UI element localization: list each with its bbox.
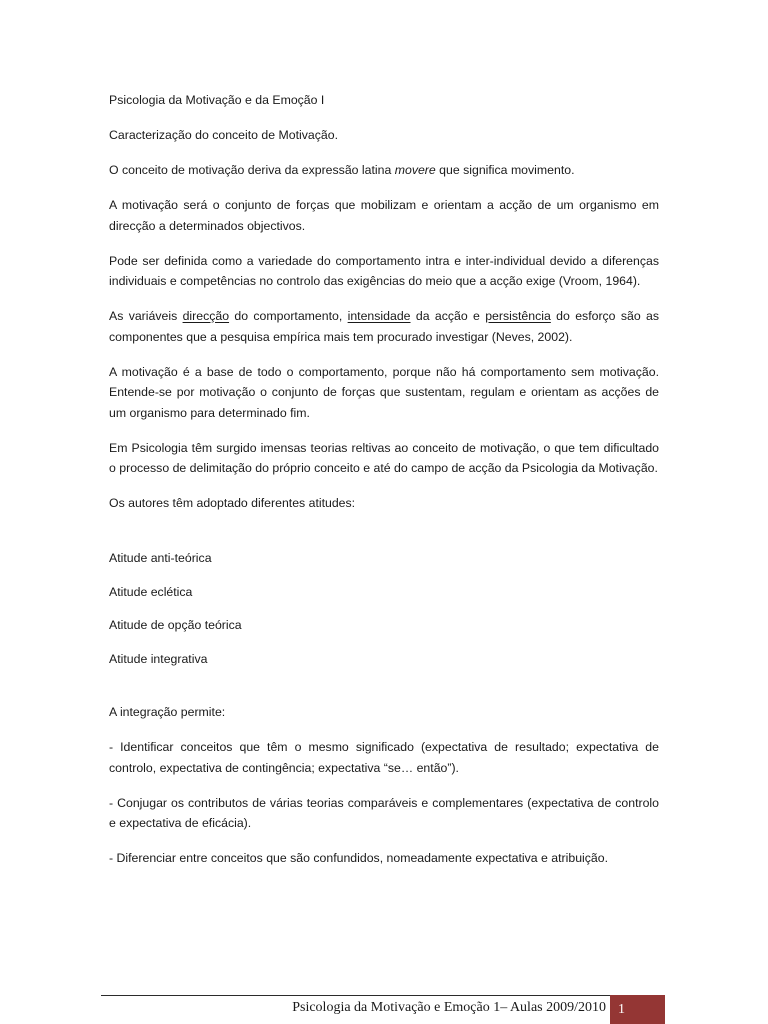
paragraph-vroom: Pode ser definida como a variedade do comportamento intra e inter-individual devido a diferenças individuais e competências no controlo das exigências do meio que a acção exige (Vroom, 1964). bbox=[109, 253, 659, 288]
footer-rule bbox=[101, 995, 665, 996]
integration-item: - Diferenciar entre conceitos que são confundidos, nomeadamente expectativa e atribuição. bbox=[109, 851, 609, 865]
document-body bbox=[109, 90, 659, 883]
page-number: 1 bbox=[610, 995, 665, 1024]
variable-persistencia: persistência bbox=[485, 309, 551, 323]
paragraph-origin-text-1: O conceito de motivação deriva da expressão latina bbox=[109, 163, 395, 177]
paragraph-variables bbox=[109, 306, 659, 347]
paragraph-attitudes-intro: Os autores têm adoptado diferentes atitudes: bbox=[109, 496, 356, 510]
document-title: Psicologia da Motivação e da Emoção I bbox=[109, 93, 325, 107]
attitude-item: Atitude de opção teórica bbox=[109, 618, 242, 632]
variables-text-3: da acção e bbox=[410, 309, 486, 323]
attitude-item: Atitude eclética bbox=[109, 584, 193, 599]
spacer bbox=[109, 528, 659, 548]
integration-heading: A integração permite: bbox=[109, 705, 226, 719]
integration-item: - Identificar conceitos que têm o mesmo significado (expectativa de resultado; expectativa de controlo, expectativa de contingência; expectativa “se… então”). bbox=[109, 740, 659, 775]
attitude-item: Atitude anti-teórica bbox=[109, 551, 212, 565]
attitude-item: Atitude integrativa bbox=[109, 651, 208, 666]
document-subtitle: Caracterização do conceito de Motivação. bbox=[109, 128, 338, 142]
variables-text-2: do comportamento, bbox=[229, 309, 348, 323]
variable-intensidade: intensidade bbox=[347, 309, 411, 323]
paragraph-theories: Em Psicologia têm surgido imensas teorias reltivas ao conceito de motivação, o que tem dificultado o processo de delimitação do próprio conceito e até do campo de acção da Psicologia da Motivação. bbox=[109, 440, 659, 475]
paragraph-origin-text-2: que significa movimento. bbox=[435, 163, 575, 177]
spacer bbox=[109, 682, 659, 702]
paragraph-base: A motivação é a base de todo o comportamento, porque não há comportamento sem motivação. Entende-se por motivação o conjunto de forças que sustentam, regulam e orientam as acções de um organismo para determinado fim. bbox=[109, 364, 659, 420]
paragraph-origin bbox=[109, 160, 659, 181]
footer-text: Psicologia da Motivação e Emoção 1– Aulas 2009/2010 bbox=[292, 1000, 606, 1015]
variables-text-4: do esforço são as componentes que a pesquisa empírica mais tem procurado investigar (Neves, 2002). bbox=[109, 309, 660, 344]
integration-item: - Conjugar os contributos de várias teorias comparáveis e complementares (expectativa de controlo e expectativa de eficácia). bbox=[109, 795, 659, 830]
variables-text-1: As variáveis bbox=[109, 309, 183, 323]
latin-term-movere: movere bbox=[394, 163, 436, 177]
variable-direccao: direcção bbox=[182, 309, 230, 323]
paragraph-definition: A motivação será o conjunto de forças que mobilizam e orientam a acção de um organismo em direcção a determinados objectivos. bbox=[109, 198, 659, 233]
